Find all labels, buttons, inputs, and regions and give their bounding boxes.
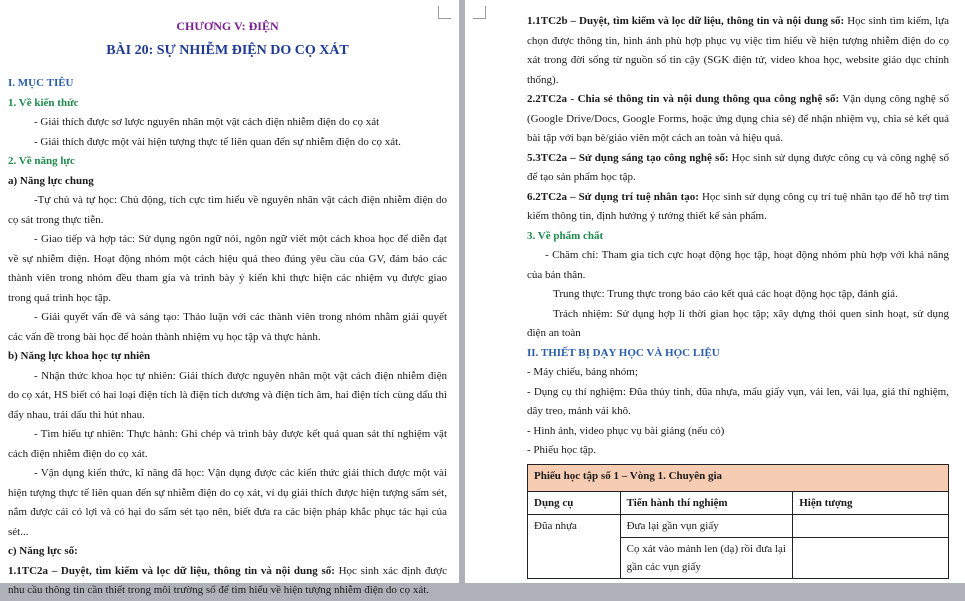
equipment-item-4: - Phiếu học tập. — [527, 444, 597, 456]
digital-competency-4-code: 5.3TC2a – Sử dụng sáng tạo công nghệ số: — [527, 151, 729, 164]
page-content — [527, 12, 949, 579]
digital-competency-2 — [527, 12, 949, 90]
subheading-general-competency: a) Năng lực chung — [8, 174, 94, 187]
worksheet-table — [527, 464, 949, 579]
equipment-item-2: - Dụng cụ thí nghiệm: Đũa thủy tinh, đũa nhựa, mẩu giấy vụn, vải len, vải lụa, giá thí nghiệm, dây treo, mảnh vải khô. — [527, 385, 949, 417]
document-page-right — [465, 0, 965, 583]
quality-item-1: - Chăm chỉ: Tham gia tích cực hoạt động học tập, hoạt động nhóm phù hợp với khả năng của bản thân. — [527, 249, 949, 281]
general-competency-2: - Giao tiếp và hợp tác: Sử dụng ngôn ngữ nói, ngôn ngữ viết một cách khoa học để diễn đạt về sự nhiễm điện. Hoạt động nhóm một cách hiệu quả theo đúng yêu cầu của GV, đảm bảo các thành viên trong nhóm đều tham gia và trình bày ý kiến khi thực hiện các nhiệm vụ được giao trong quá trình học tập. — [8, 233, 447, 304]
table-cell-step-2: Cọ xát vào mảnh len (dạ) rồi đưa lại gần các vụn giấy — [620, 537, 793, 578]
equipment-item-1: - Máy chiếu, bảng nhóm; — [527, 366, 638, 378]
chapter-title: CHƯƠNG V: ĐIỆN — [176, 19, 279, 33]
digital-competency-1 — [8, 562, 447, 601]
digital-competency-1-text: Học sinh xác định được nhu cầu thông tin cần thiết trong môi trường số để tìm hiểu về hiện tượng nhiễm điện do cọ xát. — [8, 564, 447, 596]
digital-competency-1-code: 1.1TC2a – Duyệt, tìm kiếm và lọc dữ liệu, thông tin và nội dung số: — [8, 564, 335, 577]
science-competency-1: - Nhận thức khoa học tự nhiên: Giải thích được nguyên nhân một vật cách điện nhiễm điện do cọ xát, HS biết có hai loại điện tích là điện tích dương và điện tích âm, hai điện tích cùng dấu thì đẩy nhau, trái dấu thì hút nhau. — [8, 369, 447, 421]
knowledge-item-2: - Giải thích được một vài hiện tượng thực tế liên quan đến sự nhiễm điện do cọ xát. — [34, 135, 401, 148]
column-header-procedure: Tiến hành thí nghiệm — [620, 491, 793, 514]
digital-competency-4-text: Học sinh sử dụng được công cụ và công nghệ số để tạo sản phẩm học tập. — [527, 151, 949, 183]
subheading-competency: 2. Về năng lực — [8, 155, 75, 167]
worksheet-title: Phiếu học tập số 1 – Vòng 1. Chuyên gia — [528, 464, 949, 491]
section-heading-objectives: I. MỤC TIÊU — [8, 77, 74, 89]
digital-competency-4 — [527, 149, 949, 188]
table-cell-tool: Đũa nhựa — [528, 514, 621, 578]
subheading-digital-competency: c) Năng lực số: — [8, 545, 78, 557]
science-competency-3: - Vận dụng kiến thức, kĩ năng đã học: Vận dụng được các kiến thức giải thích được một vài hiện tượng thực tế liên quan đến sự nhiễm điện do cọ xát, ví dụ giải thích được hiện tượng sấm sét, nắm được cái có lợi và có hại do sấm sét tạo nên, biết đưa ra các biện pháp khắc phục tác hại của sét... — [8, 467, 447, 538]
digital-competency-2-text: Học sinh tìm kiếm, lựa chọn được thông tin, hình ảnh phù hợp phục vụ việc tìm hiểu về hiện tượng nhiễm điện do cọ xát trong đời sống từ nguồn số tin cậy (SGK điện tử, video khoa học, website giáo dục chính thống). — [527, 15, 949, 86]
digital-competency-5 — [527, 188, 949, 227]
digital-competency-3 — [527, 90, 949, 149]
science-competency-2: - Tìm hiểu tự nhiên: Thực hành: Ghi chép và trình bày được kết quả quan sát thí nghiệm vật cách điện nhiễm điện do cọ xát. — [8, 428, 447, 460]
digital-competency-5-code: 6.2TC2a – Sử dụng trí tuệ nhân tạo: — [527, 190, 699, 203]
table-cell-result-1 — [793, 514, 949, 537]
digital-competency-3-code: 2.2TC2a - Chia sẻ thông tin và nội dung thông qua công nghệ số: — [527, 93, 840, 105]
equipment-item-3: - Hình ảnh, video phục vụ bài giảng (nếu có) — [527, 424, 725, 437]
column-header-phenomenon: Hiện tượng — [793, 491, 949, 514]
subheading-knowledge: 1. Về kiến thức — [8, 96, 79, 109]
quality-item-3: Trách nhiệm: Sử dụng hợp lí thời gian học tập; xây dựng thói quen sinh hoạt, sử dụng điện an toàn — [527, 307, 949, 339]
document-page-left — [0, 0, 459, 596]
subheading-science-competency: b) Năng lực khoa học tự nhiên — [8, 350, 151, 362]
lesson-title: BÀI 20: SỰ NHIỄM ĐIỆN DO CỌ XÁT — [106, 43, 349, 58]
page-corner-mark — [473, 6, 486, 19]
section-heading-equipment: II. THIẾT BỊ DẠY HỌC VÀ HỌC LIỆU — [527, 346, 720, 359]
general-competency-3: - Giải quyết vấn đề và sáng tạo: Thảo luận với các thành viên trong nhóm nhằm giải quyết các vấn đề trong bài học để hoàn thành nhiệm vụ học tập và thực hành. — [8, 311, 447, 343]
digital-competency-3-text: Vận dụng công nghệ số (Google Drive/Docs, Google Forms, hoặc ứng dụng chia sẻ) để nhận nhiệm vụ, chia sẻ kết quả bài tập với bạn bè/giáo viên một cách an toàn và hiệu quả. — [527, 93, 949, 144]
table-cell-result-2 — [793, 537, 949, 578]
quality-item-2: Trung thực: Trung thực trong báo cáo kết quả các hoạt động học tập, đánh giá. — [553, 288, 898, 300]
table-cell-step-1: Đưa lại gần vụn giấy — [620, 514, 793, 537]
general-competency-1: -Tự chủ và tự học: Chủ động, tích cực tìm hiểu về nguyên nhân vật cách điện nhiễm điện do cọ sát trong thực tiễn. — [8, 194, 447, 226]
column-header-tools: Dụng cụ — [528, 491, 621, 514]
subheading-qualities: 3. Về phẩm chất — [527, 229, 604, 242]
page-content — [8, 12, 447, 601]
knowledge-item-1: - Giải thích được sơ lược nguyên nhân một vật cách điện nhiễm điện do cọ xát — [34, 116, 380, 128]
digital-competency-5-text: Học sinh sử dụng công cụ trí tuệ nhân tạo để hỗ trợ tìm kiếm thông tin, định hướng ý tưởng thiết kế sản phẩm. — [527, 190, 950, 222]
digital-competency-2-code: 1.1TC2b – Duyệt, tìm kiếm và lọc dữ liệu, thông tin và nội dung số: — [527, 15, 845, 27]
